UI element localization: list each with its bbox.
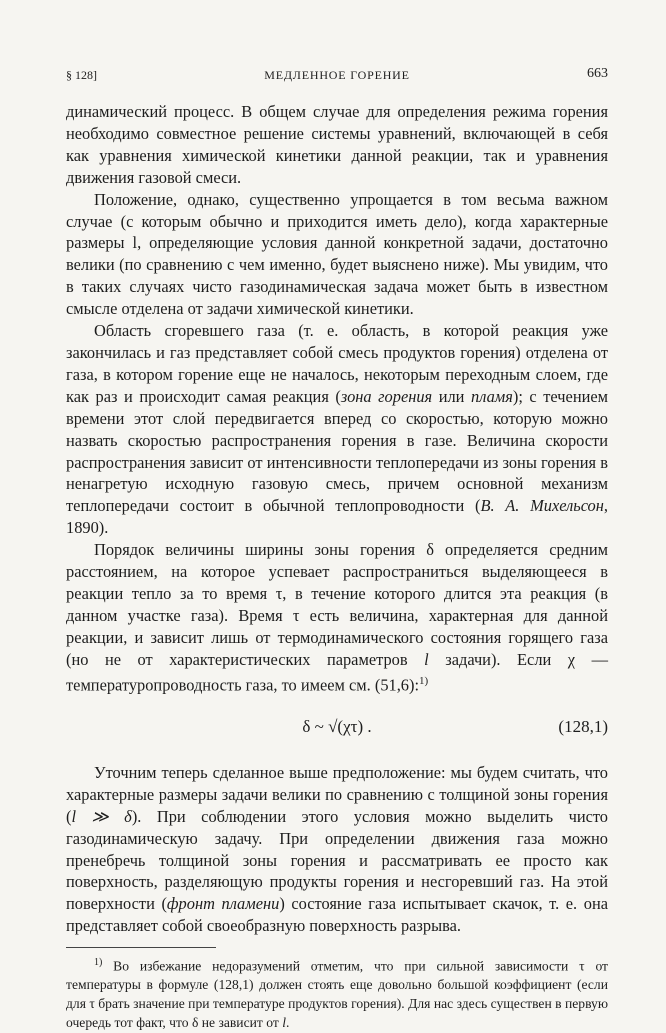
paragraph-flame-front: Уточним теперь сделанное выше предположение: мы будем считать, что характерные размеры задачи велики по сравнению с толщиной зоны горения (l ≫ δ). При соблюдении этого условия можно выделить чисто газодинамическую задачу. При определении движения газа можно пренебречь толщиной зоны горения и рассматривать ее просто как поверхность, разделяющую продукты горения и несгоревший газ. На этой поверхности (фронт пламени) состояние газа испытывает скачок, т. е. она представляет собой своеобразную поверхность разрыва.	[66, 762, 609, 936]
term-flame-front: фронт пламени	[166, 894, 280, 914]
equation-number: (128,1)	[558, 716, 608, 736]
equation-128-1	[66, 702, 608, 756]
paragraph-zone-width: Порядок величины ширины зоны горения δ определяется средним расстоянием, на которое успевает распространиться выделяющееся в реакции тепло за то время τ, в течение которого длится эта реакция (в данном участке газа). Время τ есть величина, характерная для данной реакции, и зависит лишь от термодинамического состояния горящего газа (но не от характеристических параметров l задачи). Если χ — температуропроводность газа, то имеем см. (51,6):$^{1)}$	[66, 540, 608, 695]
running-header	[66, 66, 608, 86]
running-title: МЕДЛЕННОЕ ГОРЕНИЕ	[264, 68, 410, 82]
paragraph-burnt-region: Область сгоревшего газа (т. е. область, в которой реакция уже закончилась и газ представляет собой смесь продуктов горения) отделена от газа, в котором горение еще не началось, некоторым переходным слоем, где как раз и происходит самая реакция (зона горения или пламя); с течением времени этот слой передвигается вперед со скоростью, которую можно назвать скоростью распространения горения в газе. Величина скорости распространения зависит от интенсивности теплопередачи из зоны горения в ненагретую исходную газовую смесь, причем основной механизм теплопередачи состоит в обычной теплопроводности (В. А. Михельсон, 1890).	[66, 321, 609, 538]
term-flame: пламя	[471, 386, 513, 406]
equation-expression: δ ~ √(χτ) .	[302, 716, 372, 736]
footnote-marker: 1)	[94, 957, 103, 969]
paragraph-simplification: Положение, однако, существенно упрощается в том весьма важном случае (с которым обычно и приходится иметь дело), когда характерные размеры l, определяющие условия данной конкретной задачи, достаточно велики (по сравнению с чем именно, будет выяснено ниже). Мы увидим, что в таких случаях чисто газодинамическая задача может быть в известном смысле отделена от задачи химической кинетики.	[66, 189, 608, 319]
body-text	[66, 101, 608, 1033]
page-number: 663	[587, 66, 608, 81]
paragraph-continued: динамический процесс. В общем случае для определения режима горения необходимо совместное решение системы уравнений, включающей в себя как уравнения химической кинетики данной реакции, так и уравнения движения газовой смеси.	[66, 102, 608, 187]
author-citation: В. А. Михельсон	[480, 496, 604, 516]
footnote-divider	[66, 947, 216, 948]
section-ref: § 128]	[66, 68, 97, 82]
footnote-ref: 1)	[419, 674, 429, 687]
term-combustion-zone: зона горения	[340, 386, 433, 406]
footnote: $^{1)}$ Во избежание недоразумений отметим, что при сильной зависимости τ от температуры в формуле (128,1) должен стоять еще довольно большой коэффициент (если для τ брать значение при температуре продуктов горения). Для нас здесь существен в первую очередь тот факт, что δ не зависит от l.	[66, 957, 608, 1030]
